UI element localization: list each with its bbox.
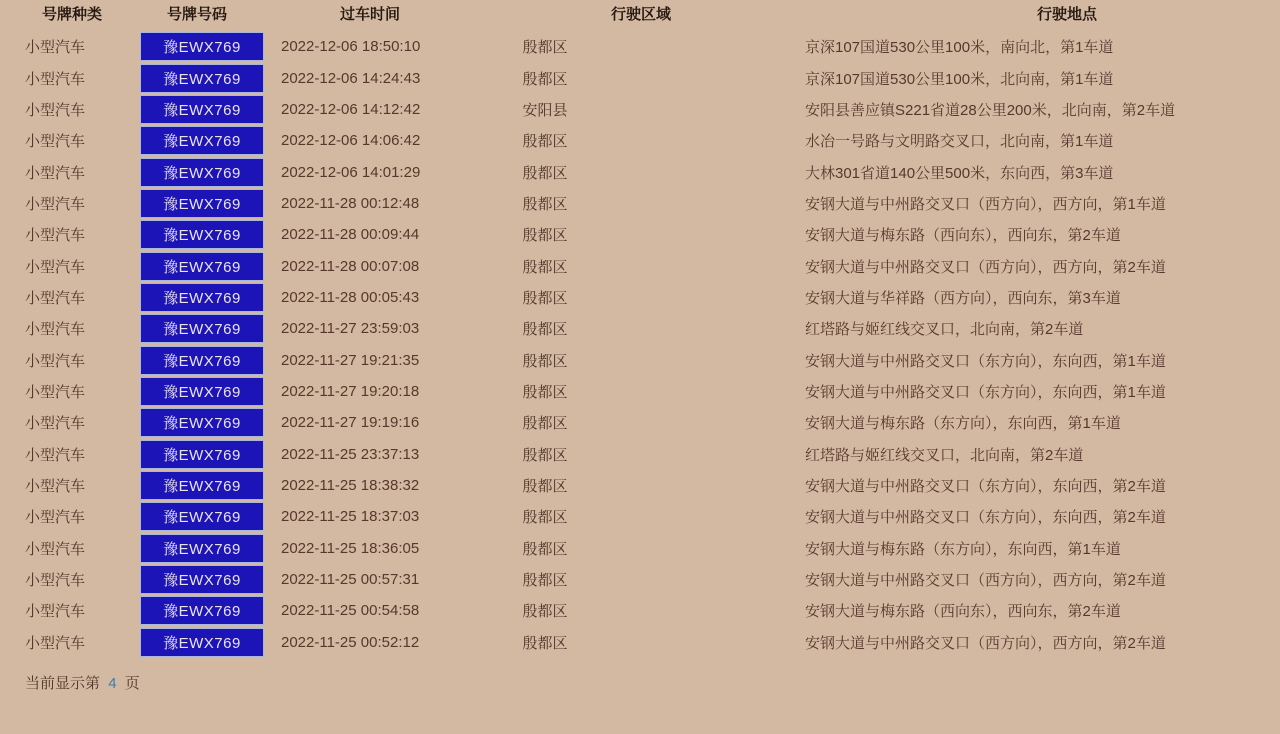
vehicle-type-cell: 小型汽车 bbox=[25, 101, 86, 119]
vehicle-type-cell: 小型汽车 bbox=[25, 383, 86, 401]
table-row bbox=[0, 125, 1280, 156]
plate-cell bbox=[140, 502, 266, 531]
plate-cell bbox=[140, 596, 266, 625]
column-header-plate-type: 号牌种类 bbox=[41, 6, 103, 23]
plate-cell bbox=[140, 252, 266, 281]
table-row bbox=[0, 564, 1280, 595]
plate-cell bbox=[140, 314, 266, 343]
table-row bbox=[0, 94, 1280, 125]
table-row bbox=[0, 62, 1280, 93]
region-cell: 殷都区 bbox=[522, 634, 568, 652]
location-cell: 安钢大道与中州路交叉口（西方向），西方向，第1车道 bbox=[805, 195, 1166, 213]
license-plate-badge: 豫EWX769 bbox=[140, 534, 264, 563]
vehicle-type-cell: 小型汽车 bbox=[25, 70, 86, 88]
pass-time-cell: 2022-11-28 00:09:44 bbox=[281, 226, 420, 244]
pass-time-cell: 2022-12-06 18:50:10 bbox=[281, 38, 421, 56]
plate-cell bbox=[140, 95, 266, 124]
pass-time-cell: 2022-11-27 19:20:18 bbox=[281, 382, 420, 400]
license-plate-badge: 豫EWX769 bbox=[140, 628, 264, 657]
table-row bbox=[0, 156, 1280, 187]
vehicle-type-cell: 小型汽车 bbox=[25, 289, 86, 307]
pass-time-cell: 2022-11-25 18:37:03 bbox=[281, 508, 420, 526]
license-plate-badge: 豫EWX769 bbox=[140, 346, 264, 375]
vehicle-type-cell: 小型汽车 bbox=[25, 39, 86, 57]
table-row bbox=[0, 250, 1280, 281]
location-cell: 京深107国道530公里100米，南向北，第1车道 bbox=[805, 39, 1114, 57]
location-cell: 安钢大道与中州路交叉口（东方向），东向西，第2车道 bbox=[805, 509, 1166, 527]
region-cell: 殷都区 bbox=[522, 39, 568, 57]
location-cell: 安钢大道与中州路交叉口（东方向），东向西，第2车道 bbox=[805, 477, 1166, 495]
pass-time-cell: 2022-12-06 14:24:43 bbox=[281, 69, 421, 87]
plate-cell bbox=[140, 126, 266, 155]
vehicle-type-cell: 小型汽车 bbox=[25, 634, 86, 652]
location-cell: 安钢大道与梅东路（东方向），东向西，第1车道 bbox=[805, 540, 1121, 558]
location-cell: 安钢大道与中州路交叉口（东方向），东向西，第1车道 bbox=[805, 352, 1166, 370]
plate-cell bbox=[140, 628, 266, 657]
column-header-region: 行驶区域 bbox=[610, 6, 672, 23]
region-cell: 殷都区 bbox=[522, 164, 568, 182]
plate-cell bbox=[140, 471, 266, 500]
pass-time-cell: 2022-11-25 00:54:58 bbox=[281, 602, 420, 620]
plate-cell bbox=[140, 189, 266, 218]
region-cell: 殷都区 bbox=[522, 258, 568, 276]
vehicle-type-cell: 小型汽车 bbox=[25, 195, 86, 213]
plate-cell bbox=[140, 32, 266, 61]
pass-time-cell: 2022-11-28 00:07:08 bbox=[281, 257, 420, 275]
plate-cell bbox=[140, 158, 266, 187]
region-cell: 殷都区 bbox=[522, 446, 568, 464]
location-cell: 红塔路与姬红线交叉口，北向南，第2车道 bbox=[805, 321, 1084, 339]
pass-time-cell: 2022-11-28 00:12:48 bbox=[281, 194, 420, 212]
location-cell: 安钢大道与中州路交叉口（西方向），西方向，第2车道 bbox=[805, 634, 1166, 652]
license-plate-badge: 豫EWX769 bbox=[140, 314, 264, 343]
location-cell: 水冶一号路与文明路交叉口，北向南，第1车道 bbox=[805, 133, 1114, 151]
location-cell: 安钢大道与中州路交叉口（东方向），东向西，第1车道 bbox=[805, 383, 1166, 401]
plate-cell bbox=[140, 283, 266, 312]
pass-time-cell: 2022-11-25 00:52:12 bbox=[281, 633, 420, 651]
license-plate-badge: 豫EWX769 bbox=[140, 64, 264, 93]
table-header-row bbox=[0, 0, 1280, 30]
plate-cell bbox=[140, 408, 266, 437]
plate-cell bbox=[140, 565, 266, 594]
table-row bbox=[0, 376, 1280, 407]
pass-time-cell: 2022-11-27 23:59:03 bbox=[281, 320, 420, 338]
table-row bbox=[0, 533, 1280, 564]
region-cell: 安阳县 bbox=[522, 101, 568, 119]
table-body bbox=[0, 31, 1280, 658]
vehicle-type-cell: 小型汽车 bbox=[25, 572, 86, 590]
license-plate-badge: 豫EWX769 bbox=[140, 377, 264, 406]
license-plate-badge: 豫EWX769 bbox=[140, 32, 264, 61]
vehicle-type-cell: 小型汽车 bbox=[25, 540, 86, 558]
vehicle-type-cell: 小型汽车 bbox=[25, 415, 86, 433]
license-plate-badge: 豫EWX769 bbox=[140, 189, 264, 218]
license-plate-badge: 豫EWX769 bbox=[140, 502, 264, 531]
table-row bbox=[0, 438, 1280, 469]
table-row bbox=[0, 219, 1280, 250]
location-cell: 安钢大道与梅东路（西向东），西向东，第2车道 bbox=[805, 603, 1121, 621]
table-row bbox=[0, 344, 1280, 375]
column-header-location: 行驶地点 bbox=[1036, 6, 1098, 23]
table-row bbox=[0, 31, 1280, 62]
plate-cell bbox=[140, 220, 266, 249]
pass-time-cell: 2022-11-25 18:36:05 bbox=[281, 539, 420, 557]
table-row bbox=[0, 313, 1280, 344]
region-cell: 殷都区 bbox=[522, 572, 568, 590]
plate-cell bbox=[140, 377, 266, 406]
region-cell: 殷都区 bbox=[522, 195, 568, 213]
vehicle-type-cell: 小型汽车 bbox=[25, 603, 86, 621]
license-plate-badge: 豫EWX769 bbox=[140, 471, 264, 500]
vehicle-type-cell: 小型汽车 bbox=[25, 352, 86, 370]
region-cell: 殷都区 bbox=[522, 509, 568, 527]
region-cell: 殷都区 bbox=[522, 477, 568, 495]
pass-time-cell: 2022-11-28 00:05:43 bbox=[281, 288, 420, 306]
pass-time-cell: 2022-12-06 14:01:29 bbox=[281, 163, 421, 181]
location-cell: 红塔路与姬红线交叉口，北向南，第2车道 bbox=[805, 446, 1084, 464]
vehicle-type-cell: 小型汽车 bbox=[25, 321, 86, 339]
pass-time-cell: 2022-11-27 19:19:16 bbox=[281, 414, 420, 432]
region-cell: 殷都区 bbox=[522, 227, 568, 245]
region-cell: 殷都区 bbox=[522, 289, 568, 307]
license-plate-badge: 豫EWX769 bbox=[140, 408, 264, 437]
table-row bbox=[0, 627, 1280, 658]
pass-time-cell: 2022-11-25 18:38:32 bbox=[281, 476, 420, 494]
table-row bbox=[0, 407, 1280, 438]
location-cell: 安钢大道与华祥路（西方向），西向东，第3车道 bbox=[805, 289, 1121, 307]
region-cell: 殷都区 bbox=[522, 352, 568, 370]
license-plate-badge: 豫EWX769 bbox=[140, 252, 264, 281]
plate-cell bbox=[140, 440, 266, 469]
license-plate-badge: 豫EWX769 bbox=[140, 596, 264, 625]
column-header-plate-number: 号牌号码 bbox=[166, 6, 228, 23]
table-row bbox=[0, 595, 1280, 626]
location-cell: 安钢大道与梅东路（东方向），东向西，第1车道 bbox=[805, 415, 1121, 433]
pass-time-cell: 2022-12-06 14:06:42 bbox=[281, 132, 421, 150]
pagination-status bbox=[25, 672, 140, 696]
location-cell: 安钢大道与梅东路（西向东），西向东，第2车道 bbox=[805, 227, 1121, 245]
location-cell: 安钢大道与中州路交叉口（西方向），西方向，第2车道 bbox=[805, 572, 1166, 590]
license-plate-badge: 豫EWX769 bbox=[140, 126, 264, 155]
location-cell: 大林301省道140公里500米，东向西，第3车道 bbox=[805, 164, 1114, 182]
table-row bbox=[0, 282, 1280, 313]
pass-time-cell: 2022-11-25 00:57:31 bbox=[281, 571, 420, 589]
pass-time-cell: 2022-11-27 19:21:35 bbox=[281, 351, 420, 369]
vehicle-type-cell: 小型汽车 bbox=[25, 446, 86, 464]
vehicle-type-cell: 小型汽车 bbox=[25, 227, 86, 245]
region-cell: 殷都区 bbox=[522, 603, 568, 621]
vehicle-type-cell: 小型汽车 bbox=[25, 509, 86, 527]
column-header-pass-time: 过车时间 bbox=[339, 6, 401, 23]
license-plate-badge: 豫EWX769 bbox=[140, 95, 264, 124]
pass-time-cell: 2022-12-06 14:12:42 bbox=[281, 100, 421, 118]
current-page-number: 4 bbox=[108, 675, 117, 692]
plate-cell bbox=[140, 346, 266, 375]
region-cell: 殷都区 bbox=[522, 415, 568, 433]
license-plate-badge: 豫EWX769 bbox=[140, 440, 264, 469]
region-cell: 殷都区 bbox=[522, 133, 568, 151]
license-plate-badge: 豫EWX769 bbox=[140, 220, 264, 249]
plate-cell bbox=[140, 534, 266, 563]
pagination-suffix: 页 bbox=[124, 675, 140, 692]
location-cell: 京深107国道530公里100米，北向南，第1车道 bbox=[805, 70, 1114, 88]
license-plate-badge: 豫EWX769 bbox=[140, 283, 264, 312]
location-cell: 安阳县善应镇S221省道28公里200米，北向南，第2车道 bbox=[805, 101, 1176, 119]
vehicle-type-cell: 小型汽车 bbox=[25, 258, 86, 276]
region-cell: 殷都区 bbox=[522, 383, 568, 401]
vehicle-type-cell: 小型汽车 bbox=[25, 133, 86, 151]
table-row bbox=[0, 470, 1280, 501]
license-plate-badge: 豫EWX769 bbox=[140, 158, 264, 187]
table-row bbox=[0, 188, 1280, 219]
vehicle-type-cell: 小型汽车 bbox=[25, 477, 86, 495]
region-cell: 殷都区 bbox=[522, 70, 568, 88]
pass-time-cell: 2022-11-25 23:37:13 bbox=[281, 445, 420, 463]
vehicle-type-cell: 小型汽车 bbox=[25, 164, 86, 182]
region-cell: 殷都区 bbox=[522, 321, 568, 339]
license-plate-badge: 豫EWX769 bbox=[140, 565, 264, 594]
location-cell: 安钢大道与中州路交叉口（西方向），西方向，第2车道 bbox=[805, 258, 1166, 276]
table-row bbox=[0, 501, 1280, 532]
pagination-prefix: 当前显示第 bbox=[25, 675, 101, 692]
region-cell: 殷都区 bbox=[522, 540, 568, 558]
plate-cell bbox=[140, 64, 266, 93]
